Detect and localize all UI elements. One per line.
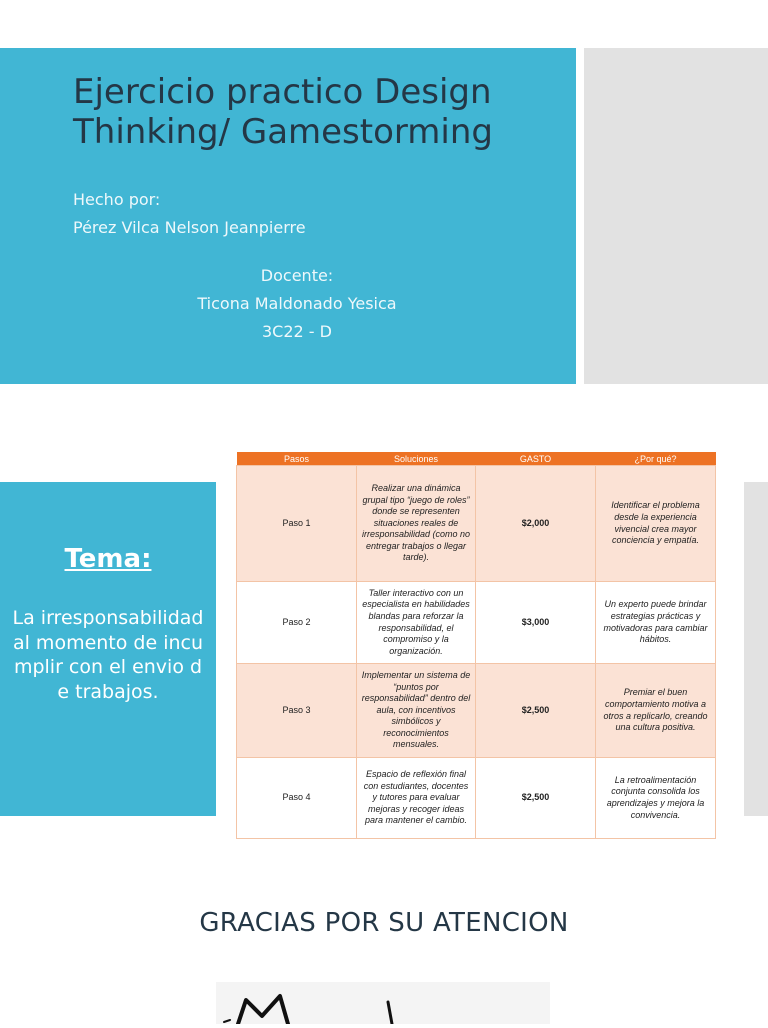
right-side-panel [744,482,768,816]
table-row [237,582,716,664]
closing-text: GRACIAS POR SU ATENCION [199,908,569,938]
paso-cell: Paso 1 [237,466,357,582]
solucion-cell: Taller interactivo con un especialista en habilidades blandas para reforzar la responsabilidad, el compromiso y la organización. [357,582,476,664]
signature-sketch-icon [216,982,550,1024]
author-label: Hecho por: [73,190,161,209]
section-code: 3C22 - D [262,322,332,341]
header-pasos: Pasos [237,452,357,466]
solutions-table [236,452,716,839]
gasto-cell: $3,000 [476,582,596,664]
docente-label: Docente: [260,266,334,285]
author-name: Pérez Vilca Nelson Jeanpierre [73,218,306,237]
paso-cell: Paso 4 [237,758,357,839]
paso-cell: Paso 2 [237,582,357,664]
docente-block [150,262,444,346]
docente-name: Ticona Maldonado Yesica [197,294,397,313]
table-header-row [237,452,716,466]
header-gasto: GASTO [476,452,596,466]
solucion-cell: Realizar una dinámica grupal tipo “juego de roles” donde se representen situaciones reales de irresponsabilidad (como no entregar trabajos o llegar tarde). [357,466,476,582]
table-row [237,664,716,758]
porque-cell: La retroalimentación conjunta consolida los aprendizajes y mejora la convivencia. [596,758,716,839]
tema-heading: Tema: [64,544,152,574]
tema-text: La irresponsabilidad al momento de incumplir con el envio de trabajos. [12,607,204,703]
gasto-cell: $2,500 [476,758,596,839]
gasto-cell: $2,000 [476,466,596,582]
header-por-que: ¿Por qué? [596,452,716,466]
porque-cell: Identificar el problema desde la experiencia vivencial crea mayor conciencia y empatía. [596,466,716,582]
gasto-cell: $2,500 [476,664,596,758]
table-row [237,466,716,582]
porque-cell: Premiar el buen comportamiento motiva a otros a replicarlo, creando una cultura positiva. [596,664,716,758]
signature-image [216,982,550,1024]
porque-cell: Un experto puede brindar estrategias prácticas y motivadoras para cambiar hábitos. [596,582,716,664]
paso-cell: Paso 3 [237,664,357,758]
table-row [237,758,716,839]
cover-title: Ejercicio practico Design Thinking/ Gamestorming [73,72,493,152]
header-soluciones: Soluciones [357,452,476,466]
solucion-cell: Implementar un sistema de “puntos por responsabilidad” dentro del aula, con incentivos simbólicos y reconocimientos mensuales. [357,664,476,758]
solucion-cell: Espacio de reflexión final con estudiantes, docentes y tutores para evaluar mejoras y recoger ideas para mantener el cambio. [357,758,476,839]
cover-side-panel [584,48,768,384]
